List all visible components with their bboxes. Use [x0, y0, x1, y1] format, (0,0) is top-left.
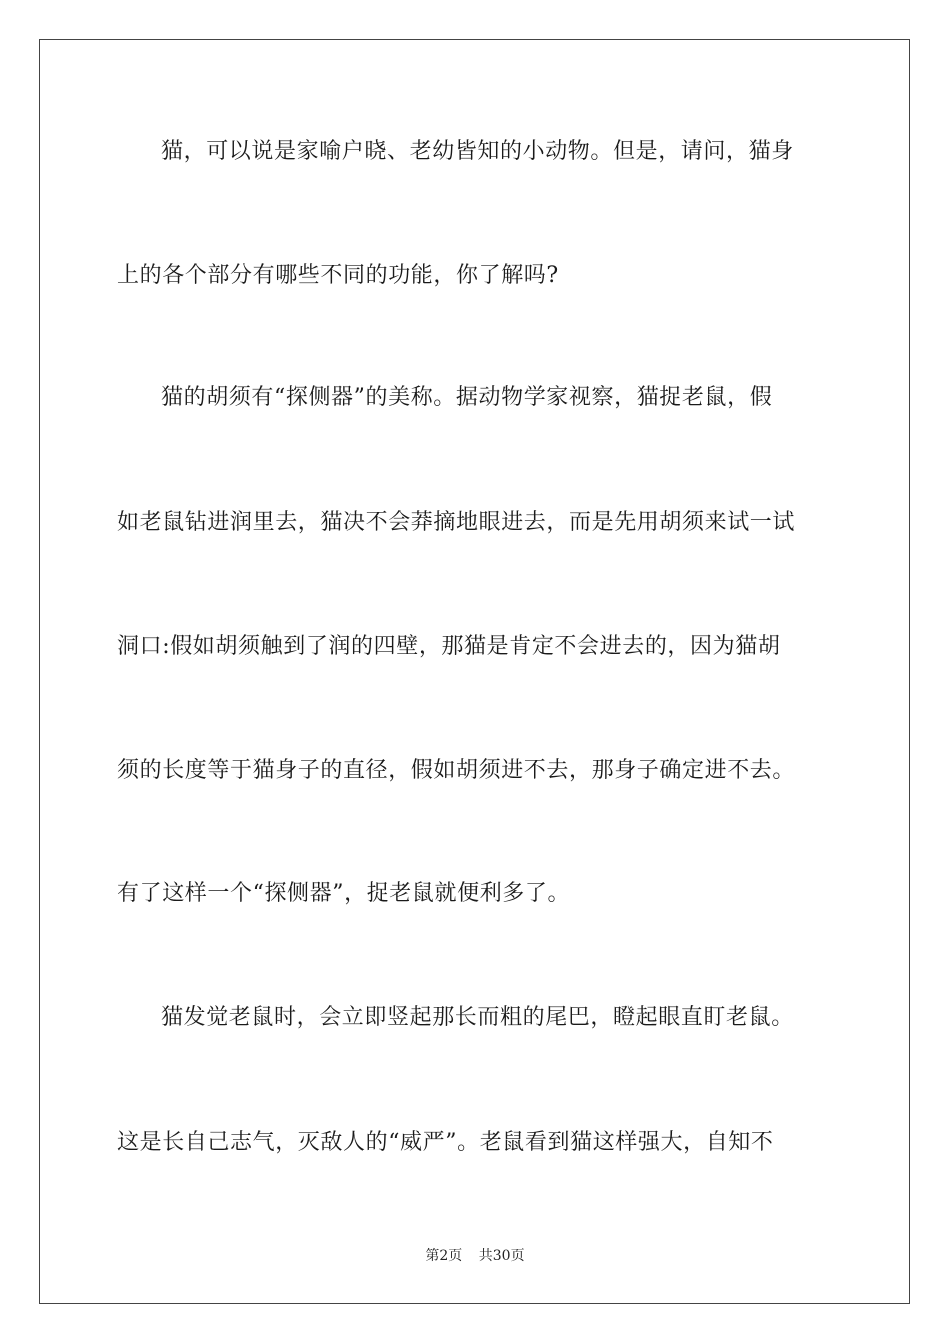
page-number: 第2页	[425, 1248, 463, 1264]
paragraph-line-3: 猫的胡须有“探侧器”的美称。据动物学家视察，猫捉老鼠，假	[161, 385, 773, 410]
paragraph-line-2: 上的各个部分有哪些不同的功能，你了解吗?	[117, 263, 559, 288]
paragraph-line-6: 须的长度等于猫身子的直径，假如胡须进不去，那身子确定进不去。	[117, 758, 796, 783]
paragraph-line-9: 这是长自己志气，灭敌人的“威严”。老鼠看到猫这样强大，自知不	[117, 1130, 774, 1155]
paragraph-line-1: 猫，可以说是家喻户晓、老幼皆知的小动物。但是，请问，猫身	[161, 139, 794, 164]
total-pages: 共30页	[478, 1248, 525, 1264]
paragraph-line-7: 有了这样一个“探侧器”，捉老鼠就便利多了。	[117, 881, 571, 906]
paragraph-line-5: 洞口:假如胡须触到了润的四壁，那猫是肯定不会进去的，因为猫胡	[117, 634, 781, 659]
page-footer	[0, 1246, 950, 1266]
page-border	[39, 39, 910, 1304]
paragraph-line-8: 猫发觉老鼠时，会立即竖起那长而粗的尾巴，瞪起眼直盯老鼠。	[161, 1005, 794, 1030]
paragraph-line-4: 如老鼠钻进润里去，猫决不会莽摘地眼进去，而是先用胡须来试一试	[117, 510, 796, 535]
